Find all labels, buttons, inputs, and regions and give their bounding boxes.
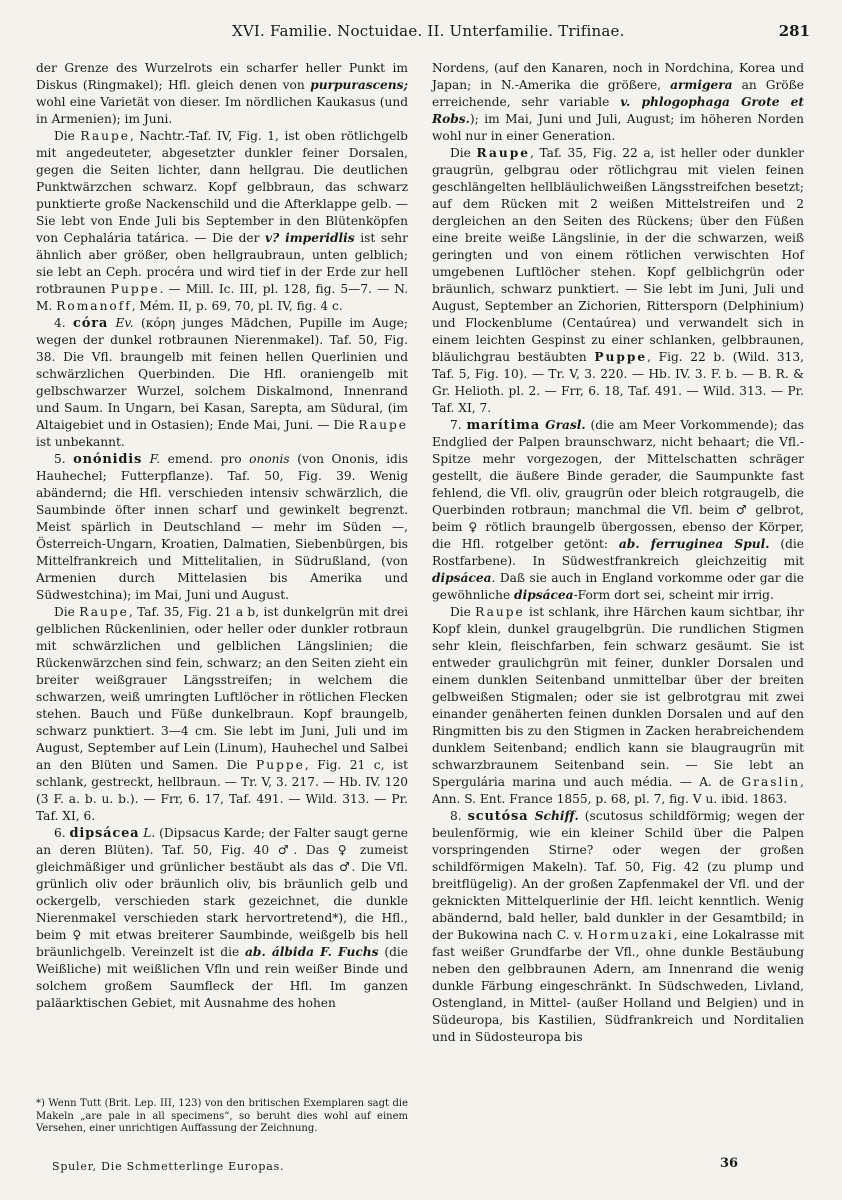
species-entry-scutosa: 8. scutósa Schiff. (scutosus schildförmig; wegen der beulenförmig, wie ein kleiner Schild über die Palpen vorspringenden Stirne? oder wegen der großen schildförmigen Makeln). Taf. 50, Fig. 42 (zu plump und breitflügelig). An der großen Zapfenmakel der Vfl. und der geknickten Mittelquerlinie der Hfl. leicht kenntlich. Wenig abändernd, bald heller, bald dunkler in der Gesamtbild; in der Bukowina nach C. v. Hormuzaki, eine Lokalrasse mit fast weißer Grundfarbe der Vfl., ohne dunkle Bestäubung neben den gelbbraunen Adern, am Innenrand die wenig dunkle Färbung eingeschränkt. In Südschweden, Livland, Ostengland, in Mittel- (außer Holland und Belgien) und in Südeuropa, bis Kastilien, Südfrankreich und Norditalien und in Südosteuropa bis: [432, 809, 804, 1044]
footnote: *) Wenn Tutt (Brit. Lep. III, 123) von den britischen Exemplaren sagt die Makeln „are pale in all specimens“, so beruht dies wohl auf einem Versehen, einer unrichtigen Auffassung der Zeichnung.: [36, 1098, 408, 1134]
left-column: [36, 60, 408, 1012]
species-name: dipsácea: [69, 826, 140, 841]
paragraph: der Grenze des Wurzelrots ein scharfer heller Punkt im Diskus (Ringmakel); Hfl. gleich denen von purpurascens; wohl eine Varietät von dieser. Im nördlichen Kaukasus (und in Armenien); im Juni.: [36, 61, 408, 126]
species-entry-dipsacea: 6. dipsácea L. (Dipsacus Karde; der Falter saugt gerne an deren Blüten). Taf. 50, Fig. 40 ♂. Das ♀ zumeist gleichmäßiger und grünlicher bestäubt als das ♂. Die Vfl. grünlich oliv oder bräunlich oliv, bis bräunlich gelb und ockergelb, verschieden stark gezeichnet, die dunkle Nierenmakel verschieden stark hervortretend*), die Hfl., beim ♀ mit etwas breiterer Saumbinde, weißgelb bis hell bräunlichgelb. Vereinzelt ist die ab. álbida F. Fuchs (die Weißliche) mit weißlichen Vfln und rein weißer Binde und solchem großem Saumfleck der Hfl. Im ganzen paläarktischen Gebiet, mit Ausnahme des hohen: [36, 826, 409, 1010]
paragraph: Die Raupe, Taf. 35, Fig. 22 a, ist heller oder dunkler graugrün, gelbgrau oder rötlichgrau mit vielen feinen geschlängelten hellbläulichweißen Längsstreifchen besetzt; auf dem Rücken mit 2 weißen Mittelstreifen und 2 dergleichen an den Seiten des Rückens; über den Füßen eine breite weiße Längslinie, in der die schwarzen, weiß geringten und von einem rötlichen verwischten Hof umgebenen Luftlöcher stehen. Kopf gelblichgrün oder bräunlich, schwarz punktiert. — Sie lebt im Juni, Juli und August, September an Zichorien, Rittersporn (Delphinium) und Flockenblume (Centaúrea) und verwandelt sich in einem leichten Gespinst zu einer schlanken, gelbbraunen, bläulichgrau bestäubten Puppe, Fig. 22 b. (Wild. 313, Taf. 5, Fig. 10). — Tr. V, 3. 220. — Hb. IV. 3. F. b. — B. R. & Gr. Helioth. pl. 2. — Frr, 6. 18, Taf. 491. — Wild. 313. — Pr. Taf. XI, 7.: [432, 146, 804, 415]
species-entry-maritima: 7. marítima Grasl. (die am Meer Vorkommende); das Endglied der Palpen braunschwarz, nicht behaart; die Vfl.-Spitze mehr vorgezogen, der Mittelschatten schräger gestellt, die äußere Binde gerader, die Saumpunkte fast fehlend, die Vfl. oliv, graugrün oder bleich rotgraugelb, die Querbinden rotbraun; manchmal die Vfl. beim ♂ gelbrot, beim ♀ rötlich braungelb übergossen, ebenso der Körper, die Hfl. rotgelber getönt: ab. ferruginea Spul. (die Rostfarbene). In Südwestfrankreich gleichzeitig mit dipsácea. Daß sie auch in England vorkomme oder gar die gewöhnliche dipsácea-Form dort sei, scheint mir irrig.: [432, 418, 804, 602]
species-name: onónidis: [73, 452, 143, 467]
paragraph: Die Raupe ist schlank, ihre Härchen kaum sichtbar, ihr Kopf klein, dunkel graugelbgrün. Die rundlichen Stigmen sehr klein, fleischfarben, fein schwarz gesäumt. Sie ist entweder graulichgrün mit feiner, dunkler Dorsalen und einem dunklen Seitenband unmittelbar über der breiten gelbweißen Stigmalen; oder sie ist gelbrotgrau mit zwei einander genäherten feinen dunklen Dorsalen und auf den Ringmitten bis zu den Stigmen in Zacken herabreichendem dunklem Seitenband; endlich kann sie blaugraugrün mit schwarzbraunem Seitenband sein. — Sie lebt an Spergulária marina und auch média. — A. de Graslin, Ann. S. Ent. France 1855, p. 68, pl. 7, fig. V u. ibid. 1863.: [432, 605, 804, 806]
paragraph: Die Raupe, Nachtr.-Taf. IV, Fig. 1, ist oben rötlichgelb mit angedeuteter, abgesetzter dunkler feiner Dorsalen, gegen die Seiten lichter, dann hellgrau. Die deutlichen Punktwärzchen schwarz. Kopf gelbbraun, das schwarz punktierte große Nackenschild und die Afterklappe gelb. — Sie lebt von Ende Juli bis September in den Blütenköpfen von Cephalária tatárica. — Die der v? imperidlis ist sehr ähnlich aber größer, oben hellgraubraun, unten gelblich; sie lebt an Ceph. procéra und wird tief in der Erde zur hell rotbraunen Puppe. — Mill. Ic. III, pl. 128, fig. 5—7. — N. M. Romanoff, Mém. II, p. 69, 70, pl. IV, fig. 4 c.: [36, 129, 408, 313]
species-entry-ononidis: 5. onónidis F. emend. pro ononis (von Ononis, idis Hauhechel; Futterpflanze). Taf. 50, Fig. 39. Wenig abändernd; die Hfl. verschieden intensiv schwärzlich, die Saumbinde öfter innen scharf und gewinkelt begrenzt. Meist spärlich in Deutschland — mehr im Süden —, Österreich-Ungarn, Kroatien, Dalmatien, Siebenbürgen, bis Mittelfrankreich und Mittelitalien, in Südrußland, (von Armenien durch Mittelasien bis Amerika und Südwestchina); im Mai, Juni und August.: [36, 452, 408, 602]
species-name: scutósa: [467, 809, 529, 824]
paragraph: Nordens, (auf den Kanaren, noch in Nordchina, Korea und Japan; in N.-Amerika die größere, armigera an Größe erreichende, sehr variable v. phlogophaga Grote et Robs.); im Mai, Juni und Juli, August; im höheren Norden wohl nur in einer Generation.: [432, 61, 804, 143]
paragraph: Die Raupe, Taf. 35, Fig. 21 a b, ist dunkelgrün mit drei gelblichen Rückenlinien, oder heller oder dunkler rotbraun mit schwärzlichen und gelblichen Längslinien; die Rückenwärzchen sind fein, schwarz; an den Seiten zieht ein breiter weißgrauer Längsstreifen; in welchem die schwarzen, weiß umringten Luftlöcher in rötlichen Flecken stehen. Bauch und Füße dunkelbraun. Kopf braungelb, schwarz punktiert. 3—4 cm. Sie lebt im Juni, Juli und im August, September auf Lein (Linum), Hauhechel und Salbei an den Blüten und Samen. Die Puppe, Fig. 21 c, ist schlank, gestreckt, hellbraun. — Tr. V, 3. 217. — Hb. IV. 120 (3 F. a. b. u. b.). — Frr, 6. 17, Taf. 491. — Wild. 313. — Pr. Taf. XI, 6.: [36, 605, 408, 823]
running-header: [0, 22, 842, 46]
right-column: [432, 60, 804, 1046]
page-number: 281: [778, 22, 810, 40]
species-name: córa: [73, 316, 109, 331]
species-name: marítima: [466, 418, 540, 433]
footer-signature: 36: [720, 1156, 739, 1171]
header-title: XVI. Familie. Noctuidae. II. Unterfamilie. Trifinae.: [232, 22, 625, 40]
footer-book-title: Spuler, Die Schmetterlinge Europas.: [52, 1160, 285, 1173]
species-entry-cora: 4. córa Ev. (κόρη junges Mädchen, Pupille im Auge; wegen der dunkel rotbraunen Nierenmakel). Taf. 50, Fig. 38. Die Vfl. braungelb mit feinen hellen Querlinien und schwärzlichen Querbinden. Die Hfl. oraniengelb mit gelbschwarzer Wurzel, solchem Diskalmond, Innenrand und Saum. In Ungarn, bei Kasan, Sarepta, am Südural, (im Altaigebiet und in Ostasien); Ende Mai, Juni. — Die Raupe ist unbekannt.: [36, 316, 408, 449]
